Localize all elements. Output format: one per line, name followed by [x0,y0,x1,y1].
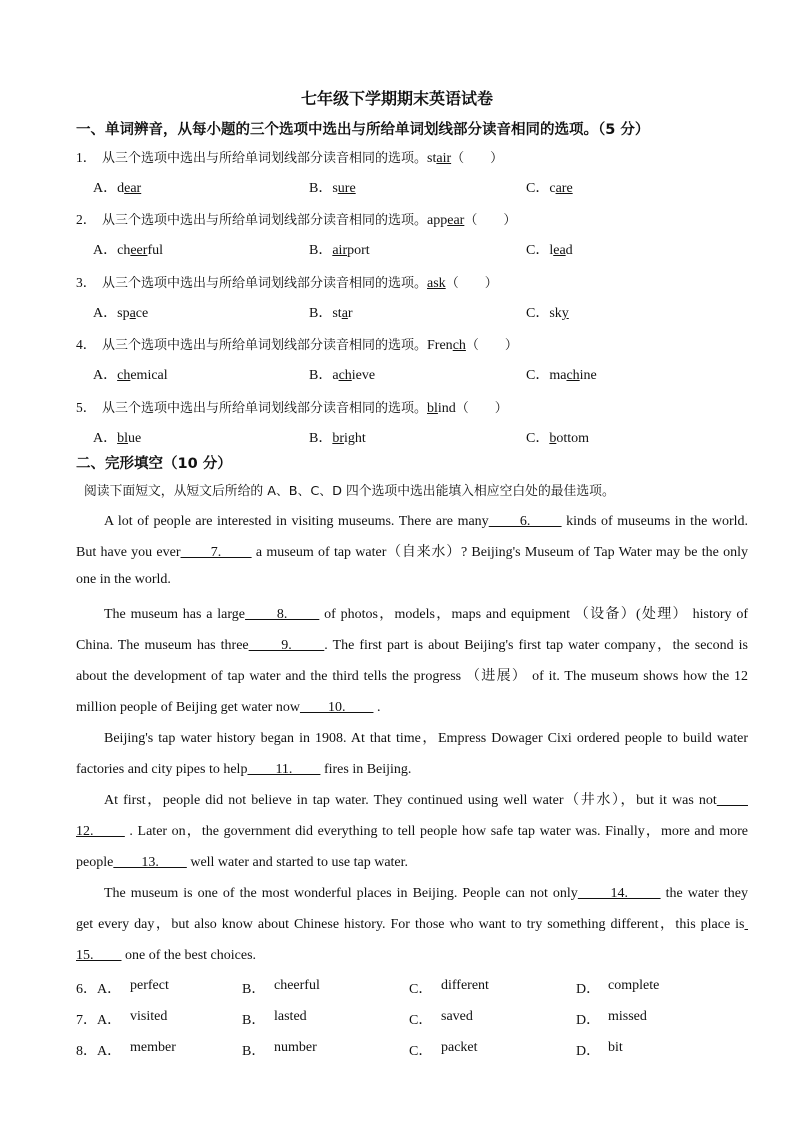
question-stem: 从三个选项中选出与所给单词划线部分读音相同的选项。 [102,338,428,353]
option-a: A．dear [93,181,142,196]
option-b: B．star [309,306,353,321]
choice-a: perfect [130,978,169,993]
passage-line: million people of Beijing get water now 10. . [76,700,381,715]
underlined-part: ure [337,181,356,196]
answer-parentheses: （ ） [445,276,498,291]
choice-number: 8．A． [76,1044,122,1059]
choice-b-letter: B． [242,982,266,997]
section1-heading: 一、单词辨音，从每小题的三个选项中选出与所给单词划线部分读音相同的选项。（5 分） [76,122,650,138]
option-letter: C． [526,181,550,196]
passage-line: factories and city pipes to help 11. fires in Beijing. [76,762,412,777]
passage-line: China. The museum has three 9. . The first part is about Beijing's first tap water company，the second is [76,638,748,653]
question-stem: 从三个选项中选出与所给单词划线部分读音相同的选项。 [102,213,428,228]
underlined-part: a [341,306,348,321]
option-letter: A． [93,431,118,446]
underlined-part: air [332,243,348,258]
option-letter: A． [93,243,118,258]
option-b: B．airport [309,243,370,258]
passage-line: people 13. well water and started to use tap water. [76,855,409,870]
option-b: B．achieve [309,368,376,383]
passage-line: one in the world. [76,572,171,587]
question-word: stair [427,151,452,166]
underlined-part: ch [117,368,131,383]
choice-d-letter: D． [576,1013,601,1028]
choice-d: bit [608,1040,623,1055]
choice-c: different [441,978,489,993]
choice-b: number [274,1040,317,1055]
underlined-part: bl [117,431,129,446]
choice-a: member [130,1040,176,1055]
question-stem: 从三个选项中选出与所给单词划线部分读音相同的选项。 [102,401,428,416]
choice-d-letter: D． [576,982,601,997]
underlined-part: ear [124,181,142,196]
choice-b-letter: B． [242,1013,266,1028]
answer-blank [745,917,749,932]
option-letter: C． [526,243,550,258]
question-number: 4． [76,337,97,352]
option-letter: C． [526,431,550,446]
answer-parentheses: （ ） [451,151,504,166]
section2-heading: 二、完形填空（10 分） [76,456,232,472]
passage-line: A lot of people are interested in visiting museums. There are many 6. kinds of museums in the world. [104,514,749,529]
passage-line: The museum has a large 8. of photos，models，maps and equipment （设备）(处理） history of [104,607,749,622]
choice-c: packet [441,1040,478,1055]
underlined-part: bl [427,401,438,416]
option-letter: B． [309,306,333,321]
option-c: C．bottom [526,431,590,446]
option-a: A．cheerful [93,243,163,258]
underlined-part: ask [427,276,446,291]
passage-line: about the development of tap water and the third tells the progress （进展） of it. The museum shows how the 12 [76,669,748,684]
underlined-part: ear [447,213,465,228]
choice-a: visited [130,1009,168,1024]
underlined-part: ch [566,368,580,383]
answer-blank: 13. [113,855,187,870]
answer-blank: 7. [180,545,252,560]
choice-b: cheerful [274,978,320,993]
choice-c: saved [441,1009,473,1024]
question-stem: 从三个选项中选出与所给单词划线部分读音相同的选项。 [102,276,428,291]
underlined-part: a [129,306,136,321]
underlined-part: eer [130,243,148,258]
underlined-part: ea [553,243,566,258]
choice-d: complete [608,978,660,993]
answer-blank: 6. [488,514,562,529]
question-number: 5． [76,400,97,415]
choice-c-letter: C． [409,982,433,997]
question-5 [76,396,508,417]
question-word [427,276,446,291]
answer-parentheses: （ ） [465,338,518,353]
option-c: C．sky [526,306,569,321]
choice-d: missed [608,1009,647,1024]
question-2 [76,208,516,229]
section2-instruction: 阅读下面短文，从短文后所给的 A、B、C、D 四个选项中选出能填入相应空白处的最佳选项。 [84,484,615,499]
option-letter: A． [93,181,118,196]
question-stem: 从三个选项中选出与所给单词划线部分读音相同的选项。 [102,151,428,166]
option-letter: A． [93,306,118,321]
passage-line: 12. . Later on，the government did everything to tell people how safe tap water was. Finally，more and more [76,824,748,839]
question-word: French [427,338,466,353]
passage-line: The museum is one of the most wonderful places in Beijing. People can not only 14. the water they [104,886,749,901]
answer-blank: 12. [76,824,125,839]
passage-line: But have you ever 7. a museum of tap water（自来水）? Beijing's Museum of Tap Water may be the only [76,545,749,560]
answer-blank [717,793,748,808]
choice-c-letter: C． [409,1044,433,1059]
page-title: 七年级下学期期末英语试卷 [300,89,493,108]
answer-parentheses: （ ） [464,213,517,228]
question-4 [76,333,518,354]
question-word: appear [427,213,465,228]
answer-blank: 9. [248,638,325,653]
option-c: C．lead [526,243,573,258]
underlined-part: are [555,181,573,196]
option-b: B．bright [309,431,366,446]
question-word: blind [427,401,456,416]
option-letter: A． [93,368,118,383]
option-b: B．sure [309,181,356,196]
answer-blank: 14. [577,886,661,901]
underlined-part: b [549,431,557,446]
passage-line: 15. one of the best choices. [76,948,257,963]
passage-line: At first，people did not believe in tap water. They continued using well water（井水），but it was not [104,789,748,809]
choice-number: 7．A． [76,1013,122,1028]
option-letter: B． [309,243,333,258]
underlined-part: y [561,306,569,321]
choice-c-letter: C． [409,1013,433,1028]
option-a: A．space [93,306,149,321]
choice-b-letter: B． [242,1044,266,1059]
option-a: A．blue [93,431,142,446]
question-1 [76,146,503,167]
option-c: C．care [526,181,573,196]
option-c: C．machine [526,368,597,383]
choice-number: 6．A． [76,982,122,997]
underlined-part: ch [338,368,352,383]
underlined-part: air [436,151,452,166]
option-letter: B． [309,368,333,383]
passage-line: Beijing's tap water history began in 1908. At that time，Empress Dowager Cixi ordered people to build water [104,731,748,746]
underlined-part: ch [452,338,466,353]
answer-blank: 10. [299,700,374,715]
answer-parentheses: （ ） [455,401,508,416]
question-number: 2． [76,212,97,227]
option-letter: C． [526,368,550,383]
choice-d-letter: D． [576,1044,601,1059]
option-letter: B． [309,431,333,446]
answer-blank: 15. [76,948,122,963]
question-number: 1． [76,150,97,165]
passage-line: get every day，but also know about Chinese history. For those who want to try something different，this place is [76,913,748,933]
answer-blank: 8. [245,607,320,622]
question-number: 3． [76,275,97,290]
option-letter: B． [309,181,333,196]
question-3 [76,271,498,292]
answer-blank: 11. [247,762,321,777]
choice-b: lasted [274,1009,307,1024]
option-a: A．chemical [93,368,168,383]
option-letter: C． [526,306,550,321]
underlined-part: br [332,431,345,446]
